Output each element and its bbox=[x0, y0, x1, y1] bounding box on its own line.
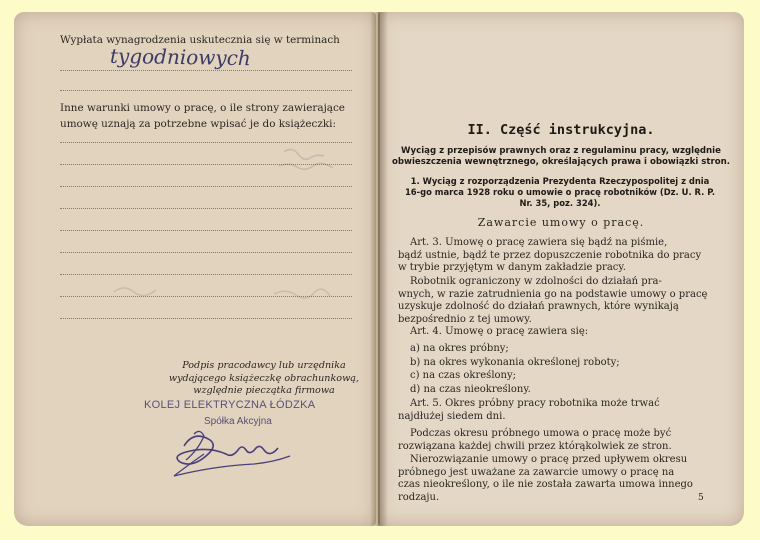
show-through-marks bbox=[74, 142, 364, 322]
worker-capacity-paragraph bbox=[398, 276, 724, 326]
list-item: a) na okres próbny; bbox=[410, 343, 509, 354]
nierozwiazanie-line: czas nieokreślony, o ile nie została zawarta umowa innego bbox=[398, 479, 693, 490]
robotnik-line: wnych, w razie zatrudnienia go na podstawie umowy o pracę bbox=[398, 288, 708, 300]
podczas-line: rozwiązana każdej chwili przez którąkolwiek ze stron. bbox=[398, 440, 672, 452]
subtitle bbox=[388, 146, 734, 168]
other-conditions-line1: Inne warunki umowy o pracę, o ile strony zawierające bbox=[60, 102, 345, 114]
list-item: d) na czas nieokreślony. bbox=[410, 383, 531, 395]
robotnik-line: uzyskuje zdolność do działań prawnych, które wynikają bbox=[398, 301, 679, 312]
caption-line: wydającego książeczkę obrachunkową, bbox=[168, 372, 360, 384]
payment-terms-line: Wypłata wynagrodzenia uskutecznia się w terminach bbox=[60, 34, 340, 46]
caption-line: Podpis pracodawcy lub urzędnika bbox=[182, 360, 346, 371]
podczas-line: Podczas okresu próbnego umowa o pracę może być bbox=[410, 428, 672, 439]
handwritten-payment-term: tygodniowych bbox=[109, 43, 252, 71]
subtitle-line: Wyciąg z przepisów prawnych oraz z regulaminu pracy, względnie bbox=[401, 146, 721, 156]
section-line: 1. Wyciąg z rozporządzenia Prezydenta Rzeczypospolitej z dnia bbox=[410, 176, 710, 186]
dotted-line bbox=[60, 90, 352, 91]
section-1-reference bbox=[390, 176, 730, 209]
subtitle-line: obwieszczenia wewnętrznego, określających prawa i obowiązki stron. bbox=[391, 157, 731, 167]
article-4-items bbox=[410, 342, 724, 396]
section-line: Nr. 35, poz. 324). bbox=[519, 198, 601, 208]
signature-icon bbox=[164, 424, 304, 480]
non-termination-paragraph bbox=[398, 454, 724, 504]
article-3 bbox=[398, 237, 724, 275]
art3-line: bądź ustnie, bądź te przez dopuszczenie robotnika do pracy bbox=[398, 249, 702, 261]
book-gutter bbox=[370, 12, 388, 526]
robotnik-line: bezpośrednio z tej umowy. bbox=[398, 313, 532, 325]
robotnik-line: Robotnik ograniczony w zdolności do działań pra- bbox=[410, 276, 662, 287]
trial-period-paragraph bbox=[398, 428, 724, 453]
art5-line: najdłużej siedem dni. bbox=[398, 410, 506, 422]
section-line: 16-go marca 1928 roku o umowie o pracę robotników (Dz. U. R. P. bbox=[404, 187, 716, 197]
section-heading: Zawarcie umowy o pracę. bbox=[477, 216, 645, 229]
caption-line: względnie pieczątka firmowa bbox=[193, 385, 335, 396]
signature-caption bbox=[164, 360, 364, 398]
art3-line: Art. 3. Umowę o pracę zawiera się bądź na piśmie, bbox=[410, 237, 668, 248]
page-number: 5 bbox=[698, 493, 704, 503]
part-title: II. Część instrukcyjna. bbox=[467, 122, 655, 138]
list-item: b) na okres wykonania określonej roboty; bbox=[410, 356, 620, 368]
dotted-line bbox=[60, 70, 352, 71]
article-4: Art. 4. Umowę o pracę zawiera się: bbox=[410, 326, 589, 337]
nierozwiazanie-line: Nierozwiązanie umowy o pracę przed upływem okresu bbox=[410, 454, 688, 465]
left-page bbox=[14, 12, 376, 526]
nierozwiazanie-line: rodzaju. bbox=[398, 491, 440, 503]
art3-line: w trybie przyjętym w danym zakładzie pracy. bbox=[398, 262, 626, 273]
art5-line: Art. 5. Okres próbny pracy robotnika może trwać bbox=[410, 398, 660, 409]
list-item: c) na czas określony; bbox=[410, 370, 516, 381]
stamp-company-type: Spółka Akcyjna bbox=[204, 416, 272, 427]
article-5 bbox=[398, 398, 724, 423]
stamp-company-name: KOLEJ ELEKTRYCZNA ŁÓDZKA bbox=[144, 399, 316, 411]
other-conditions-line2: umowę uznają za potrzebne wpisać je do książeczki: bbox=[60, 118, 336, 130]
right-page bbox=[378, 12, 744, 526]
booklet bbox=[14, 12, 744, 526]
nierozwiazanie-line: próbnego jest uważane za zawarcie umowy o pracę na bbox=[398, 466, 675, 478]
